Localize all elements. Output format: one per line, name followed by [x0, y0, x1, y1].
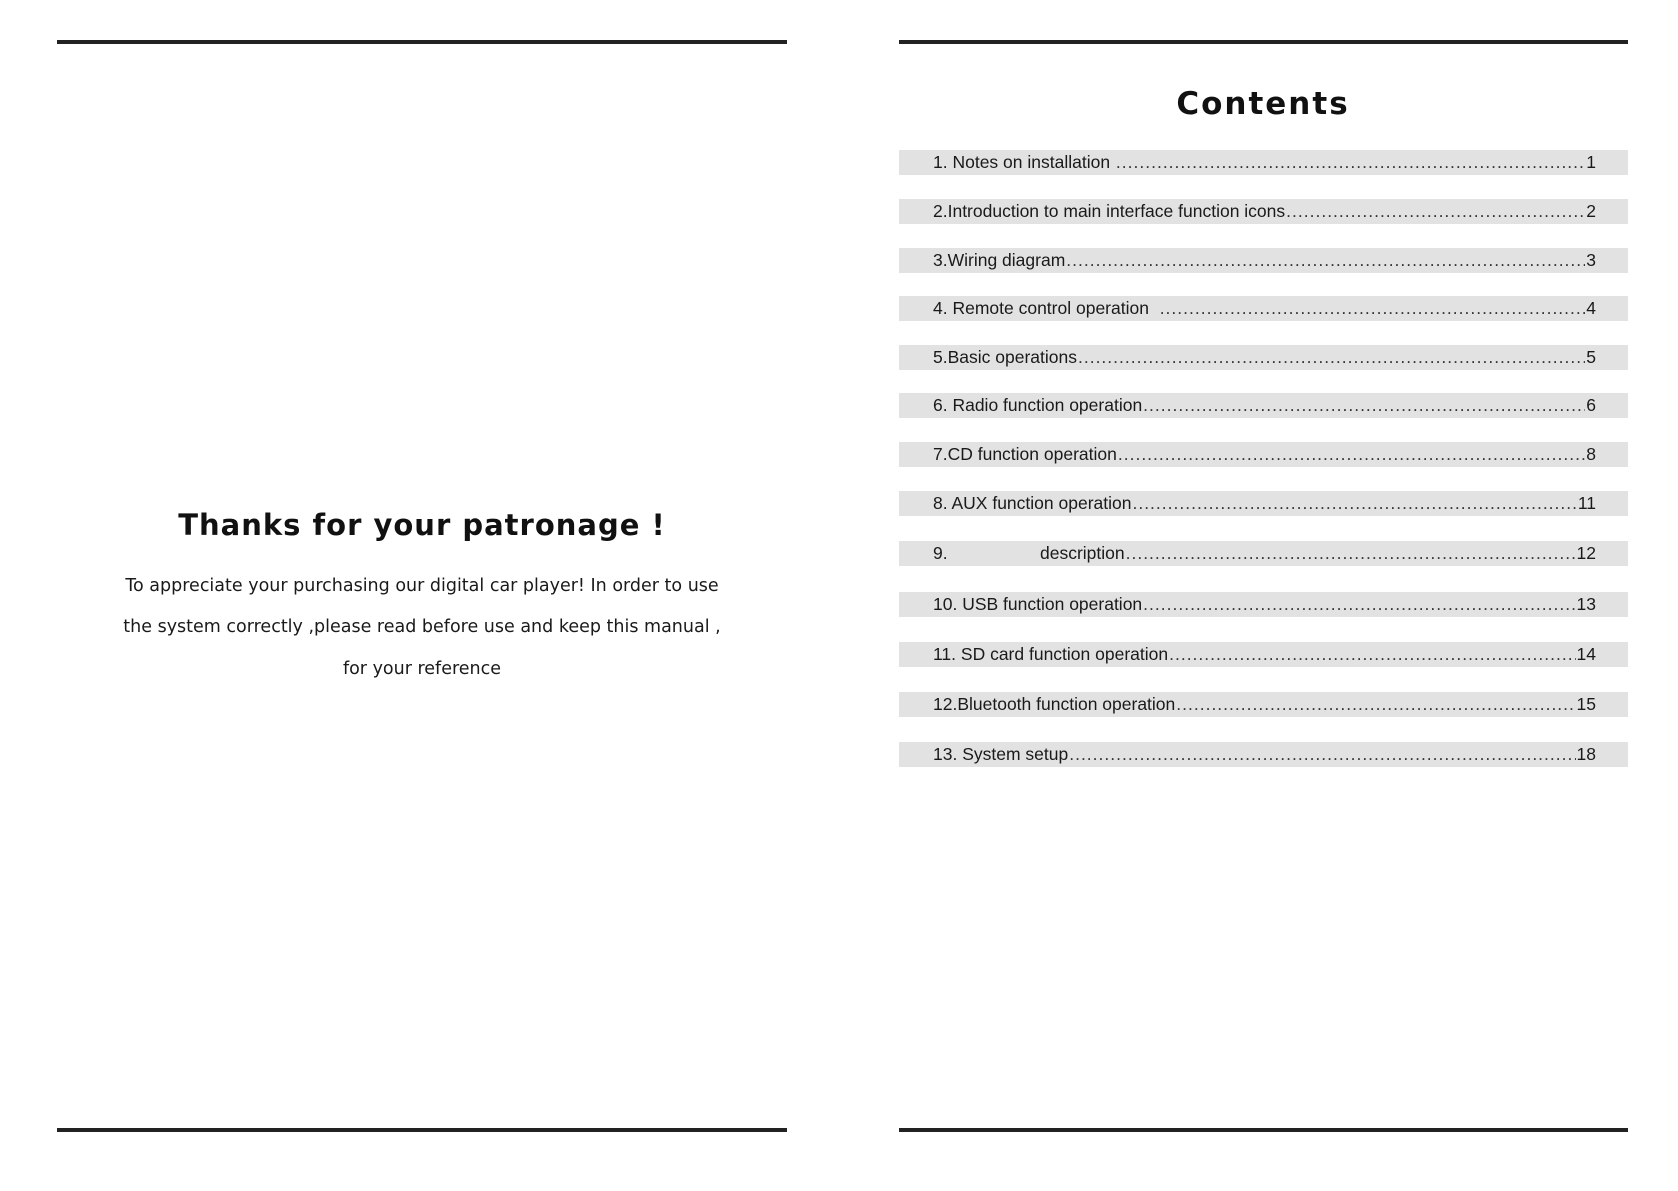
toc-entry[interactable] [899, 345, 1628, 370]
toc-entry[interactable] [899, 491, 1628, 516]
toc-page-number: 4 [1586, 298, 1596, 318]
toc-label: 13. System setup [933, 744, 1069, 764]
toc-entry[interactable] [899, 393, 1628, 418]
toc-label: 9. description [933, 543, 1125, 563]
toc-page-number: 1 [1586, 152, 1596, 172]
toc-page-number: 6 [1586, 395, 1596, 415]
toc-label: 6. Radio function operation [933, 395, 1143, 415]
toc-leader [1176, 694, 1575, 715]
toc-entry[interactable] [899, 248, 1628, 273]
bottom-rule-left [57, 1128, 787, 1132]
right-page [839, 0, 1678, 1191]
toc-label: 8. AUX function operation [933, 493, 1132, 513]
bottom-rule-right [899, 1128, 1628, 1132]
toc-leader [1132, 493, 1576, 514]
intro-line-3: for your reference [342, 659, 502, 679]
toc-label: 2.Introduction to main interface function icons [933, 201, 1286, 221]
intro-line-2: the system correctly ,please read before use and keep this manual , [123, 617, 721, 637]
contents-title: Contents [1176, 86, 1350, 122]
toc-entry[interactable] [899, 541, 1628, 566]
toc-leader [1069, 744, 1575, 765]
intro-line-1: To appreciate your purchasing our digital car player! In order to use [125, 576, 719, 596]
toc-page-number: 8 [1586, 444, 1596, 464]
toc-leader [1143, 395, 1585, 416]
toc-page-number: 5 [1586, 347, 1596, 367]
toc-page-number: 11 [1577, 493, 1596, 513]
toc-leader [1078, 347, 1585, 368]
toc-entry[interactable] [899, 199, 1628, 224]
toc-page-number: 18 [1576, 744, 1596, 764]
toc-page-number: 13 [1576, 594, 1596, 614]
toc-page-number: 2 [1586, 201, 1596, 221]
toc-entry[interactable] [899, 296, 1628, 321]
toc-label: 11. SD card function operation [933, 644, 1169, 664]
toc-leader [1116, 152, 1585, 173]
toc-leader [1169, 644, 1575, 665]
toc-leader [1160, 298, 1586, 319]
toc-leader [1118, 444, 1585, 465]
toc-page-number: 12 [1576, 543, 1596, 563]
toc-entry[interactable] [899, 442, 1628, 467]
toc-page-number: 3 [1586, 250, 1596, 270]
toc-leader [1286, 201, 1585, 222]
toc-entry[interactable] [899, 642, 1628, 667]
toc-leader [1143, 594, 1575, 615]
toc-label: 3.Wiring diagram [933, 250, 1066, 270]
top-rule-right [899, 40, 1628, 44]
toc-label: 12.Bluetooth function operation [933, 694, 1176, 714]
toc-entry[interactable] [899, 150, 1628, 175]
toc-label: 10. USB function operation [933, 594, 1143, 614]
toc-label: 1. Notes on installation [933, 152, 1115, 172]
toc-page-number: 14 [1576, 644, 1596, 664]
toc-entry[interactable] [899, 692, 1628, 717]
toc-entry[interactable] [899, 742, 1628, 767]
top-rule-left [57, 40, 787, 44]
toc-entry[interactable] [899, 592, 1628, 617]
toc-page-number: 15 [1576, 694, 1596, 714]
toc-leader [1126, 543, 1576, 564]
toc-label: 4. Remote control operation [933, 298, 1159, 318]
toc-label: 5.Basic operations [933, 347, 1077, 367]
thanks-title: Thanks for your patronage ! [178, 508, 666, 542]
toc-label: 7.CD function operation [933, 444, 1117, 464]
toc-leader [1066, 250, 1585, 271]
